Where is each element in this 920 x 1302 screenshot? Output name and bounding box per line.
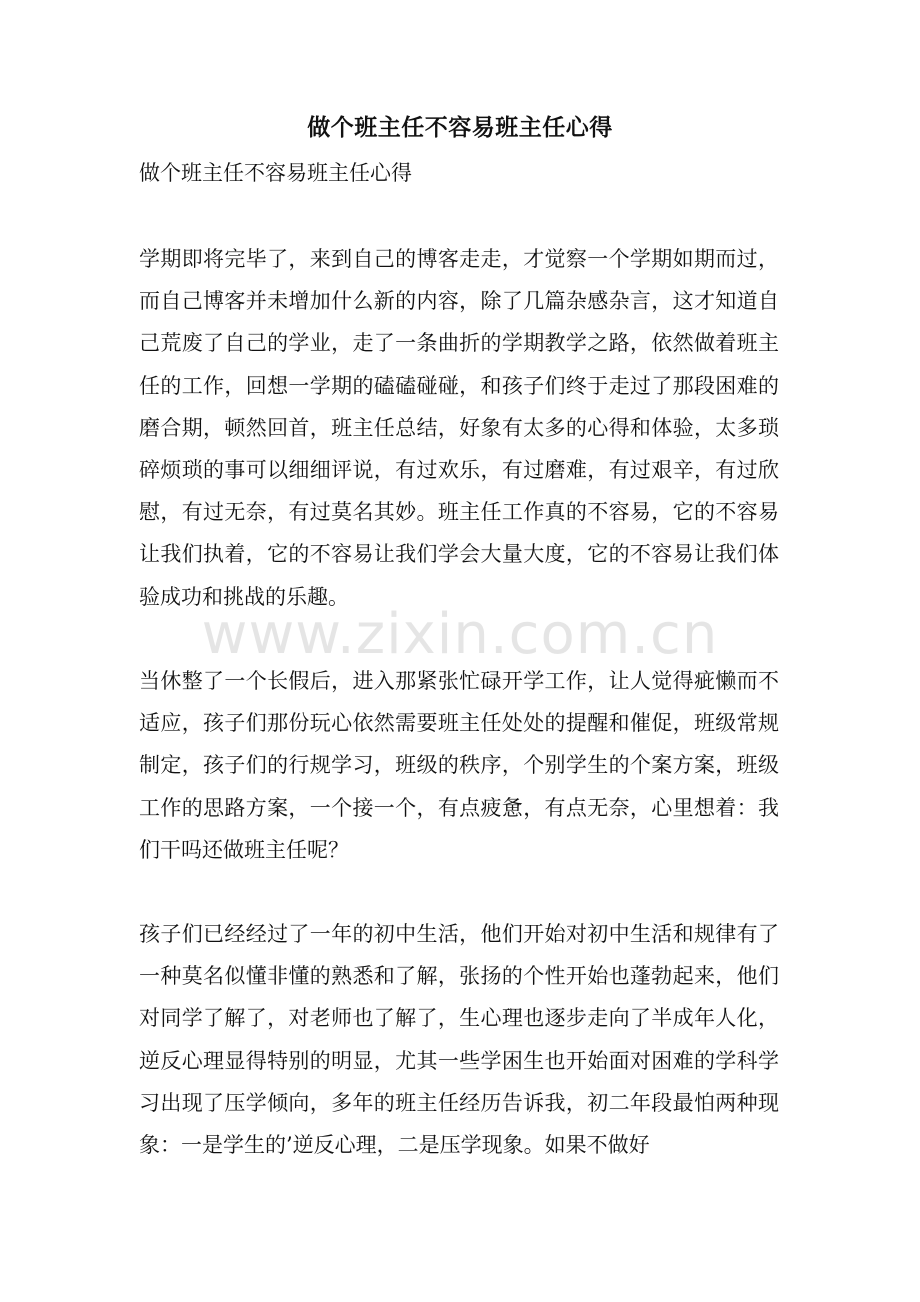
- paragraph-2: 当休整了一个长假后，进入那紧张忙碌开学工作，让人觉得疵懒而不适应，孩子们那份玩心依然需要班主任处处的提醒和催促，班级常规制定，孩子们的行规学习，班级的秩序，个别学生的个案方案，班级工作的思路方案，一个接一个，有点疲惫，有点无奈，心里想着：我们干吗还做班主任呢？: [139, 669, 779, 862]
- document-subtitle: 做个班主任不容易班主任心得: [139, 161, 412, 185]
- paragraph-1: 学期即将完毕了，来到自己的博客走走，才觉察一个学期如期而过，而自己博客并未增加什么新的内容，除了几篇杂感杂言，这才知道自己荒废了自己的学业，走了一条曲折的学期教学之路，依然做着班主任的工作，回想一学期的磕磕碰碰，和孩子们终于走过了那段困难的磨合期，顿然回首，班主任总结，好象有太多的心得和体验，太多琐碎烦琐的事可以细细评说，有过欢乐，有过磨难，有过艰辛，有过欣慰，有过无奈，有过莫名其妙。班主任工作真的不容易，它的不容易让我们执着，它的不容易让我们学会大量大度，它的不容易让我们体验成功和挑战的乐趣。: [139, 247, 779, 609]
- paragraph-3: 孩子们已经经过了一年的初中生活，他们开始对初中生活和规律有了一种莫名似懂非懂的熟悉和了解，张扬的个性开始也蓬勃起来，他们对同学了解了，对老师也了解了，生心理也逐步走向了半成年人化，逆反心理显得特别的明显，尤其一些学困生也开始面对困难的学科学习出现了压学倾向，多年的班主任经历告诉我，初二年段最怕两种现象：一是学生的’逆反心理，二是压学现象。如果不做好: [139, 922, 779, 1158]
- document-title: 做个班主任不容易班主任心得: [307, 114, 613, 141]
- watermark: www.zixin.com.cn: [201, 602, 719, 667]
